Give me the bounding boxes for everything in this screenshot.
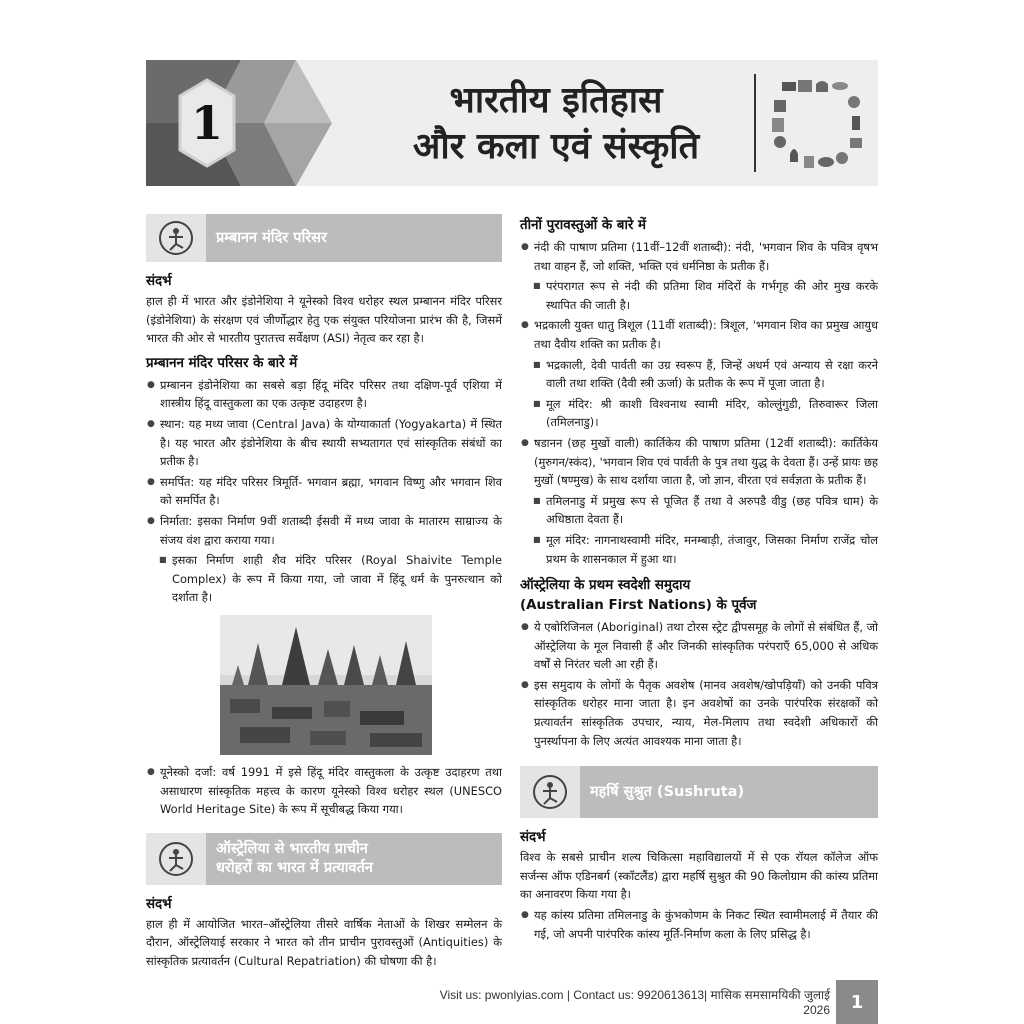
context-heading: संदर्भ <box>146 274 172 289</box>
section-title-line2: धरोहरों का भारत में प्रत्यावर्तन <box>216 859 373 876</box>
chapter-banner <box>146 60 878 186</box>
first-nations-heading-line1: ऑस्ट्रेलिया के प्रथम स्वदेशी समुदाय <box>520 578 691 594</box>
culture-icons-cluster <box>772 78 864 170</box>
sub-list-item: ■ मूल मंदिर: नागनाथस्वामी मंदिर, मनम्बाड़ी, तंजावुर, जिसका निर्माण राजेंद्र चोल प्रथम के शासनकाल में हुआ था। <box>520 531 878 568</box>
sub-list-item: ■ इसका निर्माण शाही शैव मंदिर परिसर (Royal Shaivite Temple Complex) के रूप में किया गया, जो जावा में हिंदू धर्म के पुनरुत्थान को दर्शाता है। <box>146 551 502 607</box>
right-column <box>520 216 878 943</box>
list-item: ● नंदी की पाषाण प्रतिमा (11वीं–12वीं शताब्दी): नंदी, 'भगवान शिव के पवित्र वृषभ तथा वाहन हैं, जो शक्ति, भक्ति एवं धर्मनिष्ठा के प्रतीक हैं। <box>520 238 878 275</box>
artifact-sub-bullets <box>520 492 878 568</box>
list-item: ● यह कांस्य प्रतिमा तमिलनाडु के कुंभकोणम के निकट स्थित स्वामीमलाई में तैयार की गई, जो अपनी पारंपरिक कांस्य मूर्ति-निर्माण कला के लिए प्रसिद्ध है। <box>520 906 878 943</box>
list-item: ● भद्रकाली युक्त धातु त्रिशूल (11वीं शताब्दी): त्रिशूल, 'भगवान शिव का प्रमुख आयुध तथा दैवीय शक्ति का प्रतीक है। <box>520 316 878 353</box>
chapter-title-line1: भारतीय इतिहास <box>449 80 663 121</box>
sub-list-item: ■ परंपरागत रूप से नंदी की प्रतिमा शिव मंदिरों के गर्भगृह की ओर मुख करके स्थापित की जाती है। <box>520 277 878 314</box>
banner-divider <box>754 74 756 172</box>
list-item: ● समर्पित: यह मंदिर परिसर त्रिमूर्ति- भगवान ब्रह्मा, भगवान विष्णु और भगवान शिव को समर्पित है। <box>146 473 502 510</box>
section-header-sushruta <box>520 766 878 818</box>
left-column <box>146 214 502 970</box>
list-item: ● निर्माता: इसका निर्माण 9वीं शताब्दी ईसवी में मध्य जावा के मातारम साम्राज्य के संजय वंश द्वारा कराया गया। <box>146 512 502 549</box>
section-title: महर्षि सुश्रुत (Sushruta) <box>590 783 745 800</box>
list-item: ● ये एबोरिजिनल (Aboriginal) तथा टोरस स्ट्रेट द्वीपसमूह के लोगों से संबंधित हैं, जो ऑस्ट्रेलिया के मूल निवासी हैं और जिनकी सांस्कृतिक परंपराएँ 65,000 से अधिक वर्षों से निरंतर चली आ रही हैं। <box>520 618 878 674</box>
section-title-line1: ऑस्ट्रेलिया से भारतीय प्राचीन <box>216 840 368 857</box>
artifact-sub-bullets <box>520 356 878 432</box>
list-item: ● षडानन (छह मुखों वाली) कार्तिकेय की पाषाण प्रतिमा (12वीं शताब्दी): कार्तिकेय (मुरुगन/स्कंद), 'भगवान शिव एवं पार्वती के पुत्र तथा युद्ध के देवता हैं। उन्हें प्रायः छह मुखों (षण्मुख) के साथ दर्शाया जाता है, जो ज्ञान, वीरता एवं सर्वज्ञता के प्रतीक हैं। <box>520 434 878 490</box>
artifact-bullets <box>520 238 878 275</box>
section-header-repatriation <box>146 833 502 885</box>
sub-list-item: ■ भद्रकाली, देवी पार्वती का उग्र स्वरूप हैं, जिन्हें अधर्म एवं अन्याय से रक्षा करने वाली तथा शक्ति (दैवी स्त्री ऊर्जा) के प्रतीक के रूप में पूजा जाता है। <box>520 356 878 393</box>
list-item: ● स्थान: यह मध्य जावा (Central Java) के योग्याकार्ता (Yogyakarta) में स्थित है। यह भारत और इंडोनेशिया के बीच स्थायी सभ्यतागत एवं सांस्कृतिक संबंधों का प्रतीक है। <box>146 415 502 471</box>
context-heading: संदर्भ <box>146 896 172 912</box>
context-text: हाल ही में भारत और इंडोनेशिया ने यूनेस्को विश्व धरोहर स्थल प्रम्बानन मंदिर परिसर (इंडोनेशिया) के संरक्षण एवं जीर्णोद्धार हेतु एक संयुक्त परियोजना प्रारंभ की है, जिसमें भारत की ओर से भारतीय पुरातत्त्व सर्वेक्षण (ASI) नेतृत्व कर रहा है। <box>146 294 502 346</box>
first-nations-heading <box>520 576 878 616</box>
context-text: विश्व के सबसे प्राचीन शल्य चिकित्सा महाविद्यालयों में से एक रॉयल कॉलेज ऑफ सर्जन्स ऑफ एडिनबर्ग (स्कॉटलैंड) द्वारा महर्षि सुश्रुत की 90 किलोग्राम की कांस्य प्रतिमा का अनावरण किया गया है। <box>520 850 878 902</box>
artifact-bullets <box>520 434 878 490</box>
section-header-prambanan <box>146 214 502 262</box>
page-footer: Visit us: pwonlyias.com | Contact us: 9920613613| मासिक समसामयिकी जुलाई 2026 <box>439 988 830 1017</box>
sub-list-item: ■ मूल मंदिर: श्री काशी विश्वनाथ स्वामी मंदिर, कोल्लुंगुडी, तिरुवारूर जिला (तमिलनाडु)। <box>520 395 878 432</box>
chapter-title <box>366 78 746 170</box>
artifact-sub-bullets <box>520 277 878 314</box>
chapter-number: 1 <box>190 96 223 150</box>
sub-list-item: ■ तमिलनाडु में प्रमुख रूप से पूजित हैं तथा वे अरुपडै वीडु (छह पवित्र धाम) के अधिष्ठाता देवता हैं। <box>520 492 878 529</box>
artifact-bullets <box>520 316 878 353</box>
nataraja-icon <box>146 214 206 262</box>
list-item: ● प्रम्बानन इंडोनेशिया का सबसे बड़ा हिंदू मंदिर परिसर तथा दक्षिण-पूर्व एशिया में शास्त्रीय हिंदू वास्तुकला का एक उत्कृष्ट उदाहरण है। <box>146 376 502 413</box>
nataraja-icon <box>146 833 206 885</box>
list-item: ● यूनेस्को दर्जा: वर्ष 1991 में इसे हिंदू मंदिर वास्तुकला के उत्कृष्ट उदाहरण तथा असाधारण सांस्कृतिक महत्त्व के कारण यूनेस्को विश्व धरोहर स्थल (UNESCO World Heritage Site) के रूप में सूचीबद्ध किया गया। <box>146 763 502 819</box>
context-text: हाल ही में आयोजित भारत–ऑस्ट्रेलिया तीसरे वार्षिक नेताओं के शिखर सम्मेलन के दौरान, ऑस्ट्रेलियाई सरकार ने भारत को तीन प्राचीन पुरावस्तुओं (Antiquities) के सांस्कृतिक प्रत्यावर्तन (Cultural Repatriation) की घोषणा की है। <box>146 916 502 968</box>
unesco-bullets <box>146 763 502 819</box>
about-heading: प्रम्बानन मंदिर परिसर के बारे में <box>146 355 298 371</box>
prambanan-temple-photo <box>220 615 432 755</box>
chapter-title-line2: और कला एवं संस्कृति <box>412 126 700 167</box>
artifacts-heading: तीनों पुरावस्तुओं के बारे में <box>520 218 647 233</box>
section-title: प्रम्बानन मंदिर परिसर <box>216 229 327 246</box>
list-item: ● इस समुदाय के लोगों के पैतृक अवशेष (मानव अवशेष/खोपड़ियाँ) को उनकी पवित्र सांस्कृतिक धरोहर माना जाता है। इन अवशेषों का उनके पारंपरिक संरक्षकों को प्रत्यावर्तन सांस्कृतिक उपचार, न्याय, मेल-मिलाप तथा स्वदेशी अधिकारों की पुनर्स्थापना के लिए अत्यंत आवश्यक माना जाता है। <box>520 676 878 750</box>
sushruta-bullets <box>520 906 878 943</box>
nataraja-icon <box>520 766 580 818</box>
prambanan-bullets <box>146 376 502 549</box>
prambanan-sub-bullets <box>146 551 502 607</box>
context-heading: संदर्भ <box>520 830 546 846</box>
first-nations-bullets <box>520 618 878 750</box>
page-number: 1 <box>836 980 878 1024</box>
section-title <box>206 840 373 878</box>
first-nations-heading-line2: (Australian First Nations) के पूर्वज <box>520 598 757 614</box>
